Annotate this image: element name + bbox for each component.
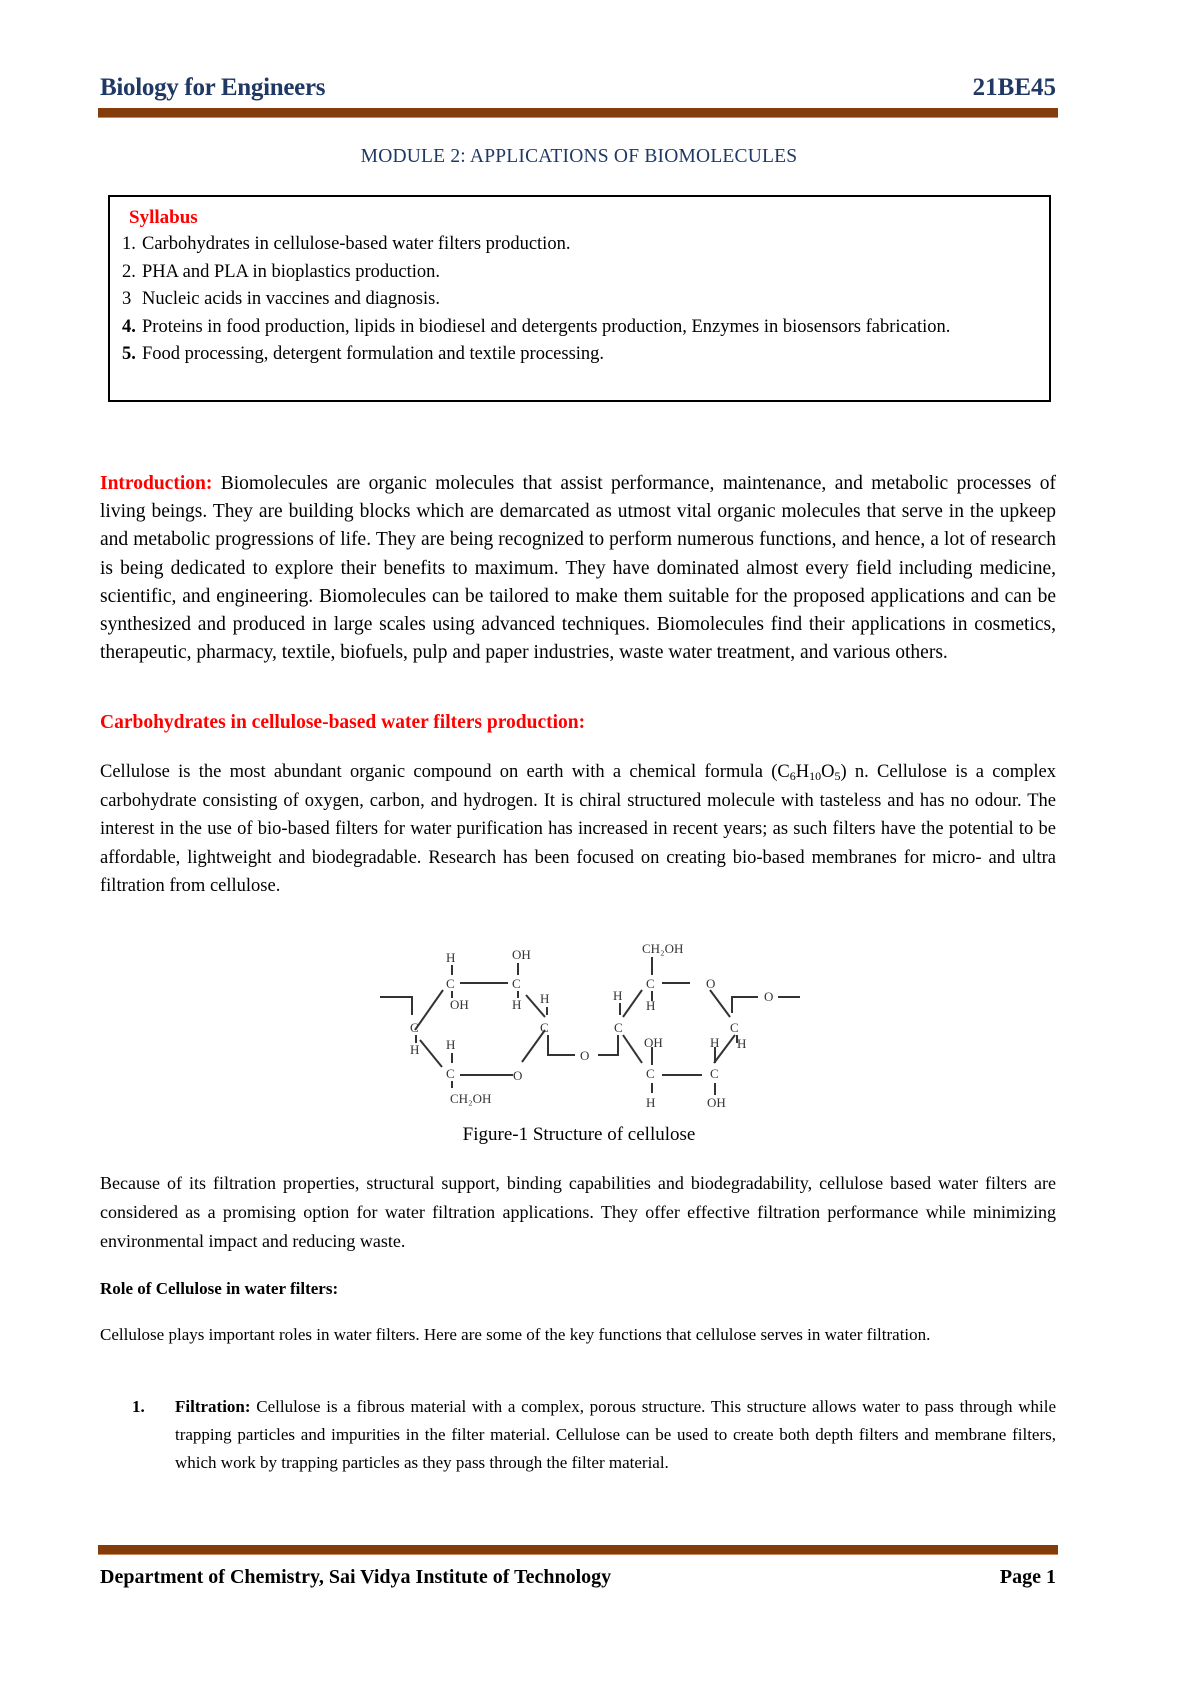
svg-text:OH: OH: [644, 1035, 663, 1050]
formula-subscript: 5: [834, 769, 841, 783]
item-text: Proteins in food production, lipids in biodiesel and detergents production, Enzymes in biosensors fabrication.: [142, 316, 951, 337]
list-body: Cellulose is a fibrous material with a complex, porous structure. This structure allows water to pass through while trapping particles and impurities in the filter material. Cellulose can be used to create both depth filters and membrane filters, which work by trapping particles as they pass through the filter material.: [175, 1397, 1056, 1472]
formula-subscript: 10: [809, 769, 822, 783]
role-list: [132, 1393, 1056, 1477]
svg-text:H: H: [646, 998, 656, 1013]
item-number: 4.: [122, 316, 136, 337]
document-title: Biology for Engineers: [100, 74, 326, 101]
svg-text:H: H: [512, 997, 522, 1012]
cellulose-paragraph: [100, 758, 1056, 901]
svg-text:CH₂OH: CH₂OH: [450, 1091, 492, 1106]
cellulose-text-b: ) n. Cellulose is a complex carbohydrate consisting of oxygen, carbon, and hydrogen. It is chiral structured molecule with tasteless and has no odour. The interest in the use of bio-based filters for water purification has increased in recent years; as such filters have the potential to be affordable, lightweight and biodegradable. Research has been focused on creating bio-based membranes for micro- and ultra filtration from cellulose.: [100, 762, 1056, 896]
role-heading: Role of Cellulose in water filters:: [100, 1279, 339, 1298]
svg-text:C: C: [710, 1066, 719, 1081]
item-number: 1.: [122, 234, 136, 254]
role-intro: Cellulose plays important roles in water filters. Here are some of the key functions that cellulose serves in water filtration.: [100, 1325, 931, 1344]
syllabus-item: [122, 286, 1033, 314]
svg-text:O: O: [764, 989, 774, 1004]
item-number: 2.: [122, 261, 136, 282]
svg-text:O: O: [513, 1068, 523, 1083]
svg-text:H: H: [446, 950, 456, 965]
formula-element: H: [795, 762, 810, 782]
footer-rule: [98, 1545, 1058, 1555]
svg-text:H: H: [446, 1037, 456, 1052]
svg-text:H: H: [613, 988, 623, 1003]
carbohydrates-heading: Carbohydrates in cellulose-based water filters production:: [100, 712, 586, 733]
item-number: 5.: [122, 344, 136, 364]
item-text: Nucleic acids in vaccines and diagnosis.: [142, 289, 440, 309]
figure-caption: Figure-1 Structure of cellulose: [462, 1124, 696, 1145]
introduction-label: Introduction:: [100, 473, 213, 494]
svg-text:H: H: [540, 991, 550, 1006]
item-text: Food processing, detergent formulation and textile processing.: [142, 344, 605, 364]
svg-text:H: H: [710, 1035, 720, 1050]
svg-text:C: C: [512, 976, 521, 991]
list-label: Filtration:: [175, 1397, 251, 1416]
svg-text:OH: OH: [512, 947, 531, 962]
list-text: [175, 1393, 1056, 1477]
footer-department: Department of Chemistry, Sai Vidya Institute of Technology: [100, 1566, 612, 1588]
item-number: 3: [122, 289, 132, 309]
svg-text:C: C: [646, 976, 655, 991]
list-number: 1.: [132, 1397, 145, 1416]
page-number: Page 1: [999, 1566, 1056, 1588]
introduction-text: Biomolecules are organic molecules that assist performance, maintenance, and metabolic processes of living beings. They are building blocks which are demarcated as utmost vital organic molecules that serve in the upkeep and metabolic progressions of life. They are being recognized to perform numerous functions, and hence, a lot of research is being dedicated to explore their benefits to maximum. They have dominated almost every field including medicine, scientific, and engineering. Biomolecules can be tailored to make them suitable for the proposed applications and can be synthesized and produced in large scales using advanced techniques. Biomolecules find their applications in cosmetics, therapeutic, pharmacy, textile, biofuels, pulp and paper industries, waste water treatment, and various others.: [100, 473, 1056, 664]
svg-text:C: C: [540, 1020, 549, 1035]
course-code: 21BE45: [972, 74, 1056, 101]
syllabus-box: [108, 195, 1051, 402]
header-rule: [98, 108, 1058, 118]
formula-element: O: [821, 762, 835, 782]
cellulose-text-a: Cellulose is the most abundant organic compound on earth with a chemical formula (C: [100, 762, 790, 782]
syllabus-item: [122, 314, 1033, 342]
introduction-paragraph: [100, 470, 1056, 667]
svg-text:OH: OH: [707, 1095, 726, 1110]
svg-text:C: C: [730, 1020, 739, 1035]
svg-text:O: O: [706, 976, 716, 991]
svg-text:H: H: [410, 1042, 420, 1057]
formula-subscript: 6: [789, 769, 796, 783]
svg-text:C: C: [446, 1066, 455, 1081]
svg-text:C: C: [410, 1020, 419, 1035]
item-text: PHA and PLA in bioplastics production.: [142, 261, 441, 282]
because-paragraph: Because of its filtration properties, structural support, binding capabilities and biodegradability, cellulose based water filters are considered as a promising option for water filtration applications. They offer effective filtration performance while minimizing environmental impact and reducing waste.: [100, 1173, 1056, 1251]
cellulose-structure-diagram: [380, 935, 810, 1110]
item-text: Carbohydrates in cellulose-based water filters production.: [142, 234, 571, 254]
svg-text:C: C: [646, 1066, 655, 1081]
svg-text:O: O: [580, 1048, 590, 1063]
syllabus-item: [122, 341, 1033, 369]
svg-text:OH: OH: [450, 997, 469, 1012]
svg-text:C: C: [614, 1020, 623, 1035]
syllabus-item: [122, 259, 1033, 287]
syllabus-item: [122, 231, 1033, 259]
syllabus-heading: Syllabus: [129, 207, 198, 228]
svg-text:CH₂OH: CH₂OH: [642, 941, 684, 956]
svg-text:H: H: [646, 1095, 656, 1110]
svg-text:C: C: [446, 976, 455, 991]
module-title: MODULE 2: APPLICATIONS OF BIOMOLECULES: [360, 146, 798, 167]
list-item: [132, 1393, 1056, 1477]
svg-text:H: H: [737, 1036, 747, 1051]
